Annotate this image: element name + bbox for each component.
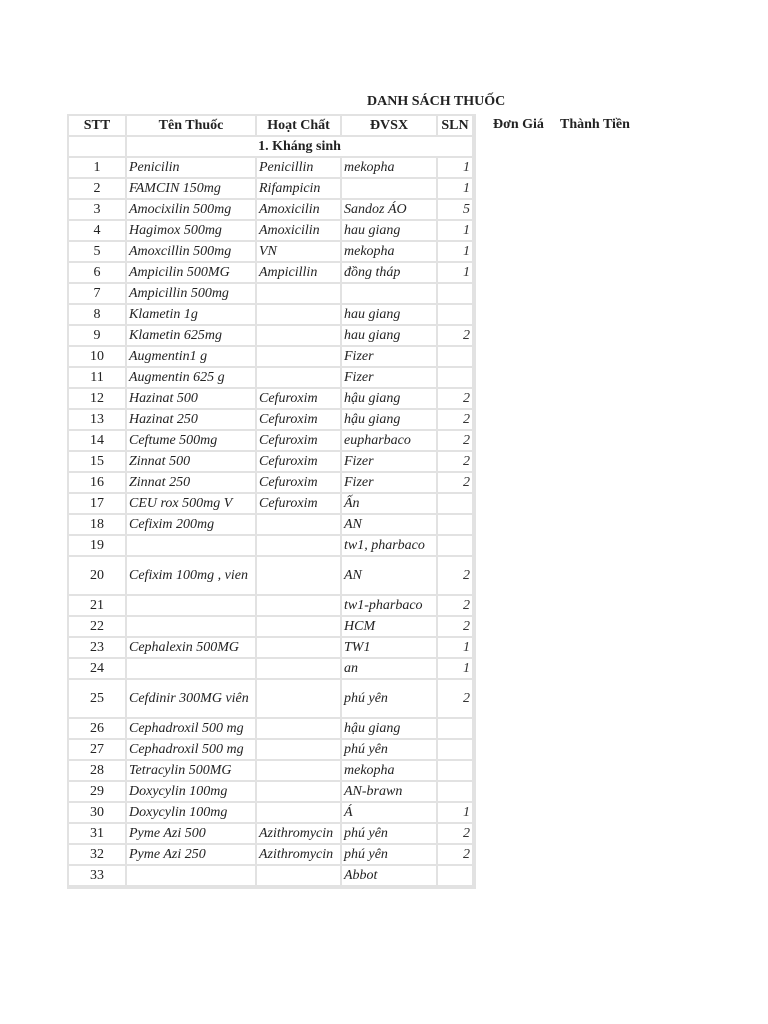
cell-manufacturer: hậu giang [342, 410, 438, 431]
cell-manufacturer: Ấn [342, 494, 438, 515]
table-row [69, 494, 474, 515]
cell-manufacturer: mekopha [342, 158, 438, 179]
table-row [69, 179, 474, 200]
cell-drug-name: Ceftume 500mg [127, 431, 257, 452]
section-row [69, 137, 474, 158]
cell-active-ingredient: Amoxicilin [257, 200, 342, 221]
cell-quantity [438, 782, 474, 803]
table-row [69, 473, 474, 494]
header-sln: SLN [438, 116, 474, 137]
cell-active-ingredient: Azithromycin [257, 845, 342, 866]
cell-stt: 22 [69, 617, 127, 638]
cell-drug-name: Cefixim 100mg , vien [127, 557, 257, 596]
table-row [69, 761, 474, 782]
table-row [69, 452, 474, 473]
cell-drug-name: Doxycylin 100mg [127, 803, 257, 824]
cell-stt: 12 [69, 389, 127, 410]
cell-drug-name: Cephalexin 500MG [127, 638, 257, 659]
table-row [69, 719, 474, 740]
cell-drug-name: Klametin 1g [127, 305, 257, 326]
cell-stt: 17 [69, 494, 127, 515]
cell-manufacturer: mekopha [342, 242, 438, 263]
table-row [69, 536, 474, 557]
cell-manufacturer: Á [342, 803, 438, 824]
cell-manufacturer [342, 284, 438, 305]
cell-stt: 4 [69, 221, 127, 242]
table-row [69, 617, 474, 638]
table-row [69, 638, 474, 659]
cell-stt: 28 [69, 761, 127, 782]
cell-drug-name: Tetracylin 500MG [127, 761, 257, 782]
drug-table [67, 114, 476, 889]
cell-quantity: 2 [438, 410, 474, 431]
cell-manufacturer: HCM [342, 617, 438, 638]
cell-stt: 14 [69, 431, 127, 452]
table-row [69, 845, 474, 866]
cell-drug-name: Amoxcillin 500mg [127, 242, 257, 263]
cell-quantity [438, 515, 474, 536]
cell-drug-name: Cephadroxil 500 mg [127, 740, 257, 761]
header-unit-price: Đơn Giá [493, 117, 544, 132]
cell-manufacturer: Abbot [342, 866, 438, 887]
header-total: Thành Tiền [560, 117, 630, 132]
cell-drug-name: Doxycylin 100mg [127, 782, 257, 803]
cell-active-ingredient [257, 347, 342, 368]
cell-stt: 29 [69, 782, 127, 803]
cell-quantity: 5 [438, 200, 474, 221]
cell-stt: 2 [69, 179, 127, 200]
table-row [69, 221, 474, 242]
cell-stt: 25 [69, 680, 127, 719]
cell-stt: 7 [69, 284, 127, 305]
table-row [69, 680, 474, 719]
cell-stt: 30 [69, 803, 127, 824]
header-row [69, 116, 474, 137]
cell-drug-name: Augmentin1 g [127, 347, 257, 368]
cell-drug-name: Cephadroxil 500 mg [127, 719, 257, 740]
cell-active-ingredient: Penicillin [257, 158, 342, 179]
cell-quantity: 2 [438, 473, 474, 494]
cell-quantity [438, 494, 474, 515]
table-row [69, 740, 474, 761]
cell-active-ingredient [257, 515, 342, 536]
table-row [69, 389, 474, 410]
cell-drug-name: Pyme Azi 250 [127, 845, 257, 866]
cell-manufacturer: phú yên [342, 845, 438, 866]
header-stt: STT [69, 116, 127, 137]
table-row [69, 200, 474, 221]
cell-drug-name: Ampicillin 500mg [127, 284, 257, 305]
cell-active-ingredient: Cefuroxim [257, 410, 342, 431]
cell-manufacturer: TW1 [342, 638, 438, 659]
cell-manufacturer: AN [342, 515, 438, 536]
cell-drug-name [127, 866, 257, 887]
cell-quantity: 1 [438, 158, 474, 179]
cell-stt: 15 [69, 452, 127, 473]
table-row [69, 347, 474, 368]
cell-manufacturer: đồng tháp [342, 263, 438, 284]
cell-stt: 23 [69, 638, 127, 659]
cell-manufacturer: eupharbaco [342, 431, 438, 452]
cell-stt: 1 [69, 158, 127, 179]
cell-stt: 11 [69, 368, 127, 389]
cell-active-ingredient: Ampicillin [257, 263, 342, 284]
cell-manufacturer: hậu giang [342, 719, 438, 740]
cell-drug-name [127, 536, 257, 557]
cell-active-ingredient: Amoxicilin [257, 221, 342, 242]
cell-stt: 21 [69, 596, 127, 617]
cell-quantity [438, 761, 474, 782]
cell-drug-name: Hazinat 250 [127, 410, 257, 431]
cell-quantity: 1 [438, 179, 474, 200]
cell-drug-name [127, 659, 257, 680]
cell-drug-name: Zinnat 250 [127, 473, 257, 494]
cell-stt: 5 [69, 242, 127, 263]
cell-quantity: 2 [438, 431, 474, 452]
table-row [69, 326, 474, 347]
table-row [69, 305, 474, 326]
cell-quantity [438, 284, 474, 305]
cell-drug-name: Amocixilin 500mg [127, 200, 257, 221]
cell-quantity [438, 305, 474, 326]
cell-manufacturer: tw1, pharbaco [342, 536, 438, 557]
cell-stt: 18 [69, 515, 127, 536]
cell-drug-name: Hazinat 500 [127, 389, 257, 410]
cell-active-ingredient [257, 368, 342, 389]
cell-stt: 27 [69, 740, 127, 761]
cell-manufacturer: phú yên [342, 680, 438, 719]
cell-drug-name [127, 596, 257, 617]
table-row [69, 866, 474, 887]
cell-drug-name: Zinnat 500 [127, 452, 257, 473]
cell-manufacturer: mekopha [342, 761, 438, 782]
table-row [69, 659, 474, 680]
table-row [69, 410, 474, 431]
table-row [69, 596, 474, 617]
cell-drug-name: Hagimox 500mg [127, 221, 257, 242]
cell-stt: 3 [69, 200, 127, 221]
cell-quantity: 2 [438, 389, 474, 410]
cell-manufacturer: phú yên [342, 740, 438, 761]
cell-drug-name: Augmentin 625 g [127, 368, 257, 389]
cell-stt: 32 [69, 845, 127, 866]
cell-stt: 31 [69, 824, 127, 845]
cell-stt: 8 [69, 305, 127, 326]
cell-quantity: 1 [438, 803, 474, 824]
cell-active-ingredient: Cefuroxim [257, 431, 342, 452]
cell-active-ingredient [257, 680, 342, 719]
cell-stt: 26 [69, 719, 127, 740]
cell-quantity [438, 536, 474, 557]
cell-active-ingredient: Cefuroxim [257, 452, 342, 473]
cell-active-ingredient [257, 284, 342, 305]
cell-active-ingredient [257, 536, 342, 557]
cell-quantity: 2 [438, 557, 474, 596]
cell-quantity [438, 719, 474, 740]
cell-drug-name: Pyme Azi 500 [127, 824, 257, 845]
cell-manufacturer: Sandoz ÁO [342, 200, 438, 221]
header-active: Hoạt Chất [257, 116, 342, 137]
cell-quantity [438, 866, 474, 887]
cell-stt: 16 [69, 473, 127, 494]
cell-manufacturer: Fizer [342, 473, 438, 494]
cell-stt: 33 [69, 866, 127, 887]
cell-quantity: 1 [438, 221, 474, 242]
cell-active-ingredient: Azithromycin [257, 824, 342, 845]
cell-manufacturer: tw1-pharbaco [342, 596, 438, 617]
cell-manufacturer: AN [342, 557, 438, 596]
cell-stt: 9 [69, 326, 127, 347]
cell-active-ingredient [257, 596, 342, 617]
cell-quantity: 1 [438, 242, 474, 263]
table-row [69, 242, 474, 263]
cell-stt: 19 [69, 536, 127, 557]
cell-quantity: 1 [438, 638, 474, 659]
cell-manufacturer: Fizer [342, 347, 438, 368]
cell-active-ingredient [257, 638, 342, 659]
cell-manufacturer: hậu giang [342, 389, 438, 410]
table-row [69, 557, 474, 596]
cell-active-ingredient [257, 761, 342, 782]
cell-manufacturer: hau giang [342, 221, 438, 242]
cell-drug-name: Cefixim 200mg [127, 515, 257, 536]
cell-manufacturer: hau giang [342, 326, 438, 347]
cell-active-ingredient: Cefuroxim [257, 473, 342, 494]
cell-quantity: 1 [438, 659, 474, 680]
cell-quantity: 2 [438, 845, 474, 866]
document-title: DANH SÁCH THUỐC [367, 94, 506, 109]
cell-quantity [438, 368, 474, 389]
cell-active-ingredient [257, 782, 342, 803]
cell-active-ingredient: VN [257, 242, 342, 263]
table-row [69, 431, 474, 452]
cell-active-ingredient [257, 866, 342, 887]
cell-quantity: 2 [438, 680, 474, 719]
cell-stt: 24 [69, 659, 127, 680]
cell-manufacturer: an [342, 659, 438, 680]
cell-manufacturer: phú yên [342, 824, 438, 845]
cell-quantity [438, 347, 474, 368]
cell-stt: 6 [69, 263, 127, 284]
cell-drug-name: Cefdinir 300MG viên [127, 680, 257, 719]
drug-table-body [69, 137, 474, 887]
cell-quantity: 2 [438, 824, 474, 845]
table-row [69, 803, 474, 824]
cell-quantity: 2 [438, 326, 474, 347]
cell-stt: 13 [69, 410, 127, 431]
cell-drug-name: Ampicilin 500MG [127, 263, 257, 284]
cell-active-ingredient [257, 740, 342, 761]
cell-stt: 20 [69, 557, 127, 596]
cell-drug-name: Klametin 625mg [127, 326, 257, 347]
cell-quantity: 1 [438, 263, 474, 284]
cell-manufacturer: AN-brawn [342, 782, 438, 803]
section-heading: 1. Kháng sinh [127, 137, 474, 158]
cell-drug-name: Penicilin [127, 158, 257, 179]
table-row [69, 824, 474, 845]
cell-active-ingredient [257, 659, 342, 680]
table-row [69, 782, 474, 803]
cell-active-ingredient: Rifampicin [257, 179, 342, 200]
cell-quantity [438, 740, 474, 761]
cell-manufacturer: Fizer [342, 368, 438, 389]
cell-manufacturer: hau giang [342, 305, 438, 326]
cell-drug-name: FAMCIN 150mg [127, 179, 257, 200]
cell-active-ingredient [257, 719, 342, 740]
cell-active-ingredient [257, 617, 342, 638]
cell-stt: 10 [69, 347, 127, 368]
cell-active-ingredient [257, 326, 342, 347]
table-row [69, 515, 474, 536]
cell-quantity: 2 [438, 596, 474, 617]
table-row [69, 263, 474, 284]
cell-active-ingredient: Cefuroxim [257, 494, 342, 515]
cell-drug-name: CEU rox 500mg V [127, 494, 257, 515]
table-row [69, 284, 474, 305]
cell-active-ingredient [257, 305, 342, 326]
cell-quantity: 2 [438, 617, 474, 638]
table-row [69, 368, 474, 389]
cell-drug-name [127, 617, 257, 638]
cell-manufacturer [342, 179, 438, 200]
header-name: Tên Thuốc [127, 116, 257, 137]
cell-active-ingredient [257, 803, 342, 824]
cell-active-ingredient: Cefuroxim [257, 389, 342, 410]
cell-quantity: 2 [438, 452, 474, 473]
cell-active-ingredient [257, 557, 342, 596]
cell-manufacturer: Fizer [342, 452, 438, 473]
table-row [69, 158, 474, 179]
header-maker: ĐVSX [342, 116, 438, 137]
